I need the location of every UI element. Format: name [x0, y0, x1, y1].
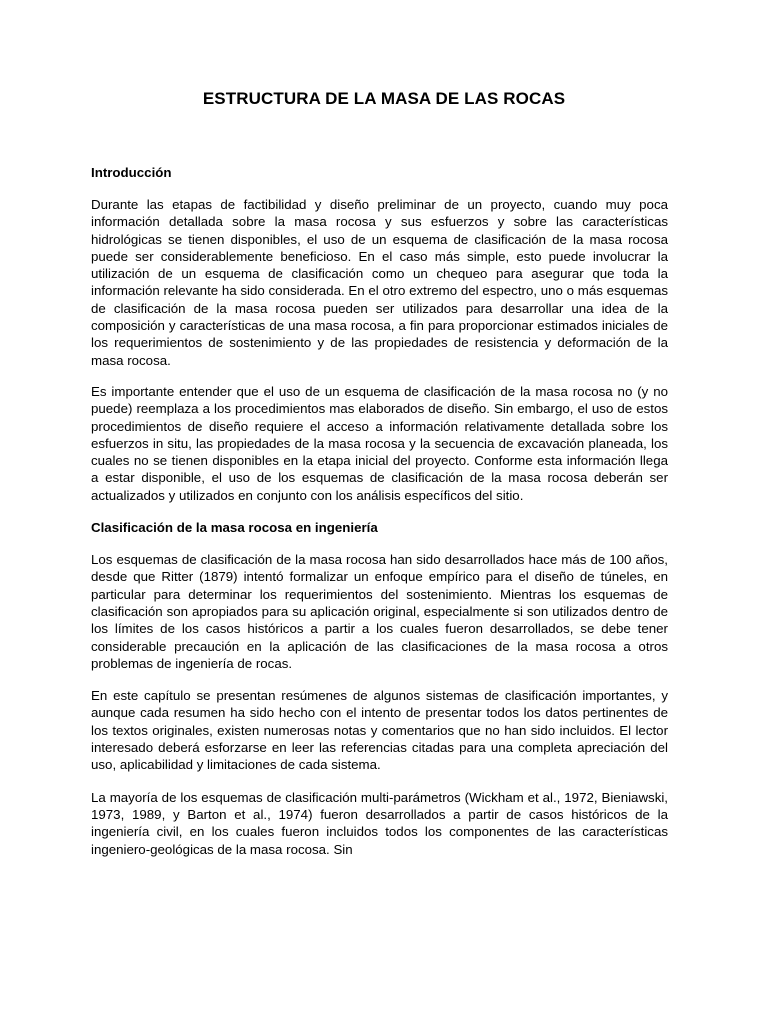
paragraph: Durante las etapas de factibilidad y diseño preliminar de un proyecto, cuando muy poca información detallada sobre la masa rocosa y sus esfuerzos y sobre las características hidrológicas se tienen disponibles, el uso de un esquema de clasificación de la masa rocosa puede ser considerablemente beneficioso. En el caso más simple, esto puede involucrar la utilización de un esquema de clasificación como un chequeo para asegurar que toda la información relevante ha sido considerada. En el otro extremo del espectro, uno o más esquemas de clasificación de la masa rocosa pueden ser utilizados para desarrollar una idea de la composición y características de una masa rocosa, a fin para proporcionar estimados iniciales de los requerimientos de sostenimiento y de las propiedades de resistencia y deformación de la masa rocosa.: [91, 197, 668, 368]
paragraph: Es importante entender que el uso de un esquema de clasificación de la masa rocosa no (y no puede) reemplaza a los procedimientos mas elaborados de diseño. Sin embargo, el uso de estos procedimientos de diseño requiere el acceso a información relativamente detallada sobre los esfuerzos in situ, las propiedades de la masa rocosa y la secuencia de excavación planeada, los cuales no se tienen disponibles en la etapa inicial del proyecto. Conforme esta información llega a estar disponible, el uso de los esquemas de clasificación de la masa rocosa deberán ser actualizados y utilizados en conjunto con los análisis específicos del sitio.: [91, 383, 668, 503]
document-body: [91, 164, 668, 871]
document-title: ESTRUCTURA DE LA MASA DE LAS ROCAS: [202, 89, 566, 108]
paragraph: En este capítulo se presentan resúmenes de algunos sistemas de clasificación importantes, y aunque cada resumen ha sido hecho con el intento de presentar todos los datos pertinentes de los textos originales, existen numerosas notas y comentarios que no han sido incluidos. El lector interesado deberá esforzarse en leer las referencias citadas para una completa apreciación del uso, aplicabilidad y limitaciones de cada sistema.: [91, 688, 668, 773]
paragraph: Los esquemas de clasificación de la masa rocosa han sido desarrollados hace más de 100 años, desde que Ritter (1879) intentó formalizar un enfoque empírico para el diseño de túneles, en particular para determinar los requerimientos del sostenimiento. Mientras los esquemas de clasificación son apropiados para su aplicación original, especialmente si son utilizados dentro de los límites de los casos históricos a partir a los cuales fueron desarrollados, se debe tener considerable precaución en la aplicación de las clasificaciones de la masa rocosa a otros problemas de ingeniería de rocas.: [91, 552, 668, 671]
paragraph: La mayoría de los esquemas de clasificación multi-parámetros (Wickham et al., 1972, Bieniawski, 1973, 1989, y Barton et al., 1974) fueron desarrollados a partir de casos históricos de la ingeniería civil, en los cuales fueron incluidos todos los componentes de las características ingeniero-geológicas de la masa rocosa. Sin: [91, 789, 668, 857]
section-heading-clasificacion: Clasificación de la masa rocosa en ingeniería: [91, 520, 378, 536]
section-heading-introduccion: Introducción: [91, 165, 172, 180]
